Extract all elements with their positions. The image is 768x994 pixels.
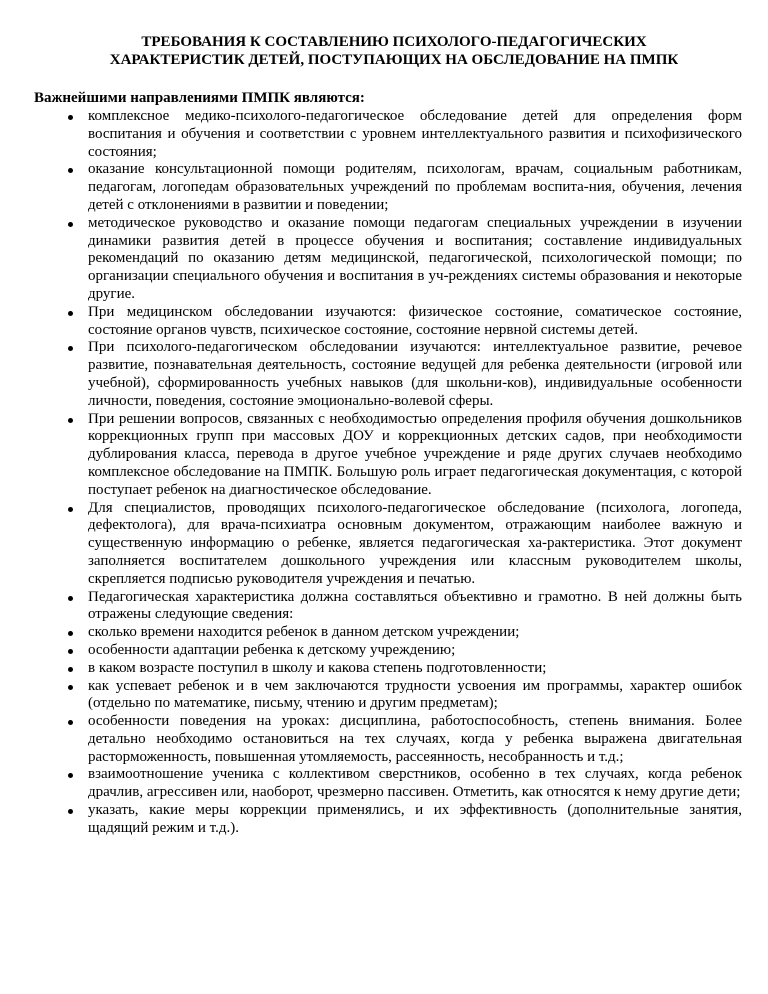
list-item-text: При психолого-педагогическом обследовании изучаются: интеллектуальное развитие, речевое развитие, познавательная деятельность, состояние ведущей для ребенка деятельности (игровой или учебной), сформированность учебных навыков (для школьни-ков), индивидуальные особенности личности, поведения, состояние эмоционально-волевой сферы. bbox=[88, 339, 742, 409]
bullet-icon bbox=[68, 685, 73, 690]
list-item bbox=[38, 660, 742, 678]
list-item bbox=[38, 339, 742, 410]
list-item-text: в каком возрасте поступил в школу и какова степень подготовленности; bbox=[88, 659, 547, 676]
list-item bbox=[38, 411, 742, 500]
list-item-text: взаимоотношение ученика с коллективом сверстников, особенно в тех случаях, когда ребенок драчлив, агрессивен или, наоборот, чрезмерно пассивен. Отметить, как относятся к нему другие дети; bbox=[88, 766, 742, 801]
list-item bbox=[38, 713, 742, 766]
list-item-text: сколько времени находится ребенок в данном детском учреждении; bbox=[88, 624, 520, 641]
list-item-text: указать, какие меры коррекции применялись, и их эффективность (дополнительные занятия, щадящий режим и т.д.). bbox=[88, 802, 742, 836]
list-item bbox=[38, 108, 742, 161]
list-item-text: особенности поведения на уроках: дисциплина, работоспособность, степень внимания. Более детально необходимо остановиться на тех случаях, когда у ребенка выражена двигательная расторможенность, повышенная утомляемость, рассеянность, несобранность и т.д.; bbox=[88, 713, 742, 765]
list-item-text: особенности адаптации ребенка к детскому учреждению; bbox=[88, 641, 456, 658]
bullet-icon bbox=[68, 667, 73, 672]
title-line-2: ХАРАКТЕРИСТИК ДЕТЕЙ, ПОСТУПАЮЩИХ НА ОБСЛЕДОВАНИЕ НА ПМПК bbox=[109, 52, 679, 68]
list-item bbox=[38, 304, 742, 340]
list-item bbox=[38, 215, 742, 304]
bullet-icon bbox=[68, 649, 73, 654]
list-item-text: методическое руководство и оказание помощи педагогам специальных учреждении в изучении динамики развития детей в процессе обучения и воспитания; составление индивидуальных рекомендаций по оказанию детям медицинской, педагогической, психологической помощи; по организации специального обучения и воспитания в уч-реждениях системы образования и некоторые другие. bbox=[88, 214, 742, 302]
bullet-icon bbox=[68, 809, 73, 814]
bullet-icon bbox=[68, 222, 73, 227]
bullet-icon bbox=[68, 720, 73, 725]
list-item bbox=[38, 624, 742, 642]
list-item-text: При медицинском обследовании изучаются: физическое состояние, соматическое состояние, состояние органов чувств, психическое состояние, состояние нервной системы детей. bbox=[88, 303, 742, 338]
list-item-text: оказание консультационной помощи родителям, психологам, врачам, социальным работникам, педагогам, логопедам образовательных учреждений по проблемам воспита-ния, обучения, лечения детей с отклонениями в развитии и поведении; bbox=[88, 161, 742, 213]
bullet-icon bbox=[68, 346, 73, 351]
list-item bbox=[38, 766, 742, 802]
bullet-icon bbox=[68, 418, 73, 423]
bullet-icon bbox=[68, 596, 73, 601]
title-line-1: ТРЕБОВАНИЯ К СОСТАВЛЕНИЮ ПСИХОЛОГО-ПЕДАГОГИЧЕСКИХ bbox=[141, 34, 647, 50]
list-item bbox=[38, 678, 742, 714]
list-item-text: Педагогическая характеристика должна составляться объективно и грамотно. В ней должны быть отражены следующие сведения: bbox=[88, 588, 742, 623]
bullet-icon bbox=[68, 773, 73, 778]
list-item bbox=[38, 802, 742, 838]
document-title bbox=[38, 33, 742, 69]
list-item bbox=[38, 589, 742, 625]
section-heading: Важнейшими направлениями ПМПК являются: bbox=[34, 90, 365, 106]
list-item-text: Для специалистов, проводящих психолого-педагогическое обследование (психолога, логопеда, дефектолога), для врача-психиатра основным документом, отражающим наиболее важную и существенную информацию о ребенке, является педагогическая ха-рактеристика. Этот документ заполняется воспитателем дошкольного учреждения или классным руководителем школы, скрепляется подписью руководителя учреждения и печатью. bbox=[88, 499, 742, 587]
list-item bbox=[38, 642, 742, 660]
list-item-text: комплексное медико-психолого-педагогическое обследование детей для определения форм воспитания и обучения и соответствии с уровнем интеллектуального развития и психофизического состояния; bbox=[88, 108, 742, 160]
list-item-text: как успевает ребенок и в чем заключаются трудности усвоения им программы, характер ошибок (отдельно по математике, письму, чтению и другим предметам); bbox=[88, 677, 742, 712]
bullet-list bbox=[38, 108, 742, 838]
list-item-text: При решении вопросов, связанных с необходимостью определения профиля обучения дошкольников коррекционных групп при массовых ДОУ и коррекционных детских садов, при необходимости дублирования класса, перевода в другое учебное учреждение и ряде других случаев необходимо комплексное обследование на ПМПК. Большую роль играет педагогическая документация, с которой поступает ребенок на диагностическое обследование. bbox=[88, 410, 742, 498]
bullet-icon bbox=[68, 115, 73, 120]
list-item bbox=[38, 161, 742, 214]
bullet-icon bbox=[68, 507, 73, 512]
bullet-icon bbox=[68, 311, 73, 316]
bullet-icon bbox=[68, 631, 73, 636]
list-item bbox=[38, 500, 742, 589]
bullet-icon bbox=[68, 168, 73, 173]
